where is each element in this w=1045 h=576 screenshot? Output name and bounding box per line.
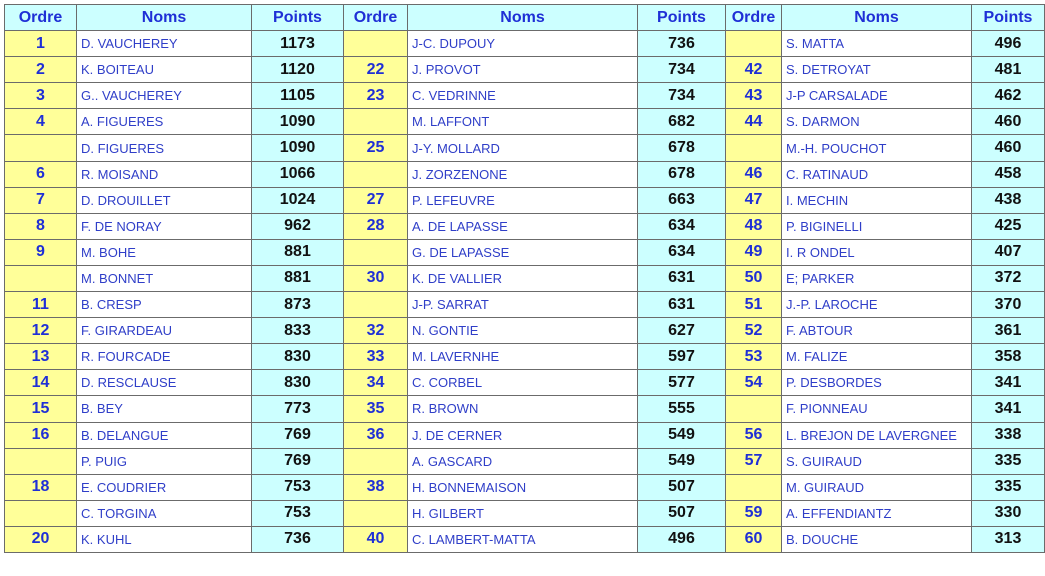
name-cell: M. BONNET <box>77 265 252 291</box>
table-row <box>5 396 1045 422</box>
table-row <box>5 526 1045 552</box>
points-cell: 1090 <box>252 109 344 135</box>
header-noms: Noms <box>782 5 972 31</box>
ordre-cell <box>344 31 408 57</box>
name-cell: M. LAFFONT <box>408 109 638 135</box>
points-cell: 1066 <box>252 161 344 187</box>
points-cell: 962 <box>252 213 344 239</box>
points-cell: 881 <box>252 265 344 291</box>
name-cell: S. MATTA <box>782 31 972 57</box>
table-row <box>5 109 1045 135</box>
points-cell: 462 <box>972 83 1045 109</box>
ordre-cell: 47 <box>726 187 782 213</box>
ordre-cell: 25 <box>344 135 408 161</box>
ordre-cell: 38 <box>344 474 408 500</box>
name-cell: L. BREJON DE LAVERGNEE <box>782 422 972 448</box>
table-row <box>5 161 1045 187</box>
ordre-cell: 32 <box>344 318 408 344</box>
ordre-cell <box>344 161 408 187</box>
points-cell: 372 <box>972 265 1045 291</box>
table-row <box>5 344 1045 370</box>
name-cell: A. EFFENDIANTZ <box>782 500 972 526</box>
name-cell: A. DE LAPASSE <box>408 213 638 239</box>
points-cell: 631 <box>638 292 726 318</box>
points-cell: 438 <box>972 187 1045 213</box>
points-cell: 335 <box>972 448 1045 474</box>
table-row <box>5 370 1045 396</box>
points-cell: 330 <box>972 500 1045 526</box>
name-cell: D. FIGUERES <box>77 135 252 161</box>
points-cell: 597 <box>638 344 726 370</box>
name-cell: P. DESBORDES <box>782 370 972 396</box>
name-cell: J-Y. MOLLARD <box>408 135 638 161</box>
points-cell: 341 <box>972 370 1045 396</box>
name-cell: C. TORGINA <box>77 500 252 526</box>
name-cell: J. ZORZENONE <box>408 161 638 187</box>
table-row <box>5 57 1045 83</box>
ordre-cell <box>5 265 77 291</box>
points-cell: 1173 <box>252 31 344 57</box>
ordre-cell: 51 <box>726 292 782 318</box>
points-cell: 425 <box>972 213 1045 239</box>
ordre-cell: 8 <box>5 213 77 239</box>
ordre-cell: 30 <box>344 265 408 291</box>
points-cell: 507 <box>638 474 726 500</box>
ordre-cell: 9 <box>5 239 77 265</box>
name-cell: H. GILBERT <box>408 500 638 526</box>
points-cell: 358 <box>972 344 1045 370</box>
ordre-cell: 1 <box>5 31 77 57</box>
points-cell: 736 <box>638 31 726 57</box>
name-cell: F. ABTOUR <box>782 318 972 344</box>
table-row <box>5 422 1045 448</box>
points-cell: 460 <box>972 135 1045 161</box>
header-points: Points <box>252 5 344 31</box>
ordre-cell: 7 <box>5 187 77 213</box>
points-cell: 663 <box>638 187 726 213</box>
ordre-cell: 13 <box>5 344 77 370</box>
points-cell: 335 <box>972 474 1045 500</box>
points-cell: 481 <box>972 57 1045 83</box>
name-cell: M. FALIZE <box>782 344 972 370</box>
header-points: Points <box>638 5 726 31</box>
ordre-cell: 4 <box>5 109 77 135</box>
table-row <box>5 292 1045 318</box>
name-cell: J-P. SARRAT <box>408 292 638 318</box>
points-cell: 634 <box>638 213 726 239</box>
ordre-cell: 27 <box>344 187 408 213</box>
points-cell: 736 <box>252 526 344 552</box>
ordre-cell: 56 <box>726 422 782 448</box>
name-cell: J. DE CERNER <box>408 422 638 448</box>
points-cell: 830 <box>252 370 344 396</box>
header-points: Points <box>972 5 1045 31</box>
table-row <box>5 31 1045 57</box>
header-ordre: Ordre <box>726 5 782 31</box>
name-cell: S. DETROYAT <box>782 57 972 83</box>
name-cell: G. DE LAPASSE <box>408 239 638 265</box>
header-ordre: Ordre <box>5 5 77 31</box>
ordre-cell: 59 <box>726 500 782 526</box>
name-cell: P. BIGINELLI <box>782 213 972 239</box>
points-cell: 549 <box>638 422 726 448</box>
name-cell: F. DE NORAY <box>77 213 252 239</box>
name-cell: B. BEY <box>77 396 252 422</box>
ordre-cell: 57 <box>726 448 782 474</box>
name-cell: K. DE VALLIER <box>408 265 638 291</box>
table-row <box>5 500 1045 526</box>
table-row <box>5 135 1045 161</box>
points-cell: 627 <box>638 318 726 344</box>
points-cell: 338 <box>972 422 1045 448</box>
table-row <box>5 318 1045 344</box>
name-cell: M. LAVERNHE <box>408 344 638 370</box>
ordre-cell: 42 <box>726 57 782 83</box>
ordre-cell: 60 <box>726 526 782 552</box>
header-noms: Noms <box>408 5 638 31</box>
name-cell: B. DELANGUE <box>77 422 252 448</box>
points-cell: 1120 <box>252 57 344 83</box>
table-row <box>5 83 1045 109</box>
points-cell: 549 <box>638 448 726 474</box>
points-cell: 631 <box>638 265 726 291</box>
header-row <box>5 5 1045 31</box>
name-cell: M. BOHE <box>77 239 252 265</box>
points-cell: 370 <box>972 292 1045 318</box>
points-cell: 496 <box>972 31 1045 57</box>
name-cell: E. COUDRIER <box>77 474 252 500</box>
table-row <box>5 474 1045 500</box>
name-cell: M.-H. POUCHOT <box>782 135 972 161</box>
ordre-cell <box>344 448 408 474</box>
ordre-cell <box>344 239 408 265</box>
ordre-cell <box>5 500 77 526</box>
points-cell: 507 <box>638 500 726 526</box>
name-cell: J.-P. LAROCHE <box>782 292 972 318</box>
name-cell: N. GONTIE <box>408 318 638 344</box>
points-cell: 577 <box>638 370 726 396</box>
points-cell: 830 <box>252 344 344 370</box>
name-cell: K. BOITEAU <box>77 57 252 83</box>
ordre-cell: 36 <box>344 422 408 448</box>
table-row <box>5 448 1045 474</box>
ordre-cell: 33 <box>344 344 408 370</box>
name-cell: C. VEDRINNE <box>408 83 638 109</box>
ordre-cell: 15 <box>5 396 77 422</box>
name-cell: A. FIGUERES <box>77 109 252 135</box>
points-cell: 678 <box>638 161 726 187</box>
ordre-cell: 18 <box>5 474 77 500</box>
points-cell: 313 <box>972 526 1045 552</box>
points-cell: 1090 <box>252 135 344 161</box>
name-cell: G.. VAUCHEREY <box>77 83 252 109</box>
ordre-cell: 22 <box>344 57 408 83</box>
ordre-cell: 50 <box>726 265 782 291</box>
points-cell: 734 <box>638 57 726 83</box>
header-noms: Noms <box>77 5 252 31</box>
ordre-cell <box>344 500 408 526</box>
name-cell: S. GUIRAUD <box>782 448 972 474</box>
ordre-cell <box>726 396 782 422</box>
ordre-cell <box>726 135 782 161</box>
name-cell: I. MECHIN <box>782 187 972 213</box>
ordre-cell: 16 <box>5 422 77 448</box>
points-cell: 407 <box>972 239 1045 265</box>
name-cell: B. DOUCHE <box>782 526 972 552</box>
name-cell: D. DROUILLET <box>77 187 252 213</box>
ordre-cell: 3 <box>5 83 77 109</box>
ordre-cell <box>5 448 77 474</box>
points-cell: 341 <box>972 396 1045 422</box>
ordre-cell <box>726 474 782 500</box>
table-row <box>5 239 1045 265</box>
ordre-cell: 40 <box>344 526 408 552</box>
name-cell: I. R ONDEL <box>782 239 972 265</box>
table-row <box>5 187 1045 213</box>
points-cell: 682 <box>638 109 726 135</box>
name-cell: J. PROVOT <box>408 57 638 83</box>
points-cell: 634 <box>638 239 726 265</box>
ranking-table <box>4 4 1045 553</box>
ordre-cell: 49 <box>726 239 782 265</box>
ordre-cell: 34 <box>344 370 408 396</box>
name-cell: C. LAMBERT-MATTA <box>408 526 638 552</box>
table-row <box>5 265 1045 291</box>
points-cell: 460 <box>972 109 1045 135</box>
name-cell: B. CRESP <box>77 292 252 318</box>
ordre-cell: 28 <box>344 213 408 239</box>
header-ordre: Ordre <box>344 5 408 31</box>
ordre-cell: 43 <box>726 83 782 109</box>
points-cell: 881 <box>252 239 344 265</box>
name-cell: P. PUIG <box>77 448 252 474</box>
name-cell: F. PIONNEAU <box>782 396 972 422</box>
name-cell: P. LEFEUVRE <box>408 187 638 213</box>
name-cell: E; PARKER <box>782 265 972 291</box>
name-cell: S. DARMON <box>782 109 972 135</box>
ordre-cell <box>344 109 408 135</box>
points-cell: 873 <box>252 292 344 318</box>
ordre-cell: 12 <box>5 318 77 344</box>
name-cell: K. KUHL <box>77 526 252 552</box>
points-cell: 753 <box>252 500 344 526</box>
points-cell: 1105 <box>252 83 344 109</box>
points-cell: 753 <box>252 474 344 500</box>
ordre-cell: 48 <box>726 213 782 239</box>
name-cell: D. RESCLAUSE <box>77 370 252 396</box>
ordre-cell: 46 <box>726 161 782 187</box>
ordre-cell <box>726 31 782 57</box>
name-cell: F. GIRARDEAU <box>77 318 252 344</box>
ordre-cell <box>5 135 77 161</box>
name-cell: M. GUIRAUD <box>782 474 972 500</box>
points-cell: 769 <box>252 448 344 474</box>
ordre-cell: 20 <box>5 526 77 552</box>
ordre-cell: 14 <box>5 370 77 396</box>
points-cell: 833 <box>252 318 344 344</box>
name-cell: J-C. DUPOUY <box>408 31 638 57</box>
points-cell: 361 <box>972 318 1045 344</box>
ordre-cell: 54 <box>726 370 782 396</box>
points-cell: 458 <box>972 161 1045 187</box>
name-cell: C. CORBEL <box>408 370 638 396</box>
points-cell: 773 <box>252 396 344 422</box>
name-cell: J-P CARSALADE <box>782 83 972 109</box>
ordre-cell: 35 <box>344 396 408 422</box>
points-cell: 555 <box>638 396 726 422</box>
points-cell: 1024 <box>252 187 344 213</box>
name-cell: R. BROWN <box>408 396 638 422</box>
name-cell: A. GASCARD <box>408 448 638 474</box>
ordre-cell: 6 <box>5 161 77 187</box>
name-cell: D. VAUCHEREY <box>77 31 252 57</box>
points-cell: 496 <box>638 526 726 552</box>
ordre-cell: 44 <box>726 109 782 135</box>
table-row <box>5 213 1045 239</box>
name-cell: H. BONNEMAISON <box>408 474 638 500</box>
ordre-cell: 53 <box>726 344 782 370</box>
ordre-cell: 11 <box>5 292 77 318</box>
name-cell: C. RATINAUD <box>782 161 972 187</box>
ordre-cell: 52 <box>726 318 782 344</box>
ordre-cell <box>344 292 408 318</box>
ordre-cell: 23 <box>344 83 408 109</box>
points-cell: 678 <box>638 135 726 161</box>
name-cell: R. MOISAND <box>77 161 252 187</box>
points-cell: 734 <box>638 83 726 109</box>
name-cell: R. FOURCADE <box>77 344 252 370</box>
points-cell: 769 <box>252 422 344 448</box>
ordre-cell: 2 <box>5 57 77 83</box>
